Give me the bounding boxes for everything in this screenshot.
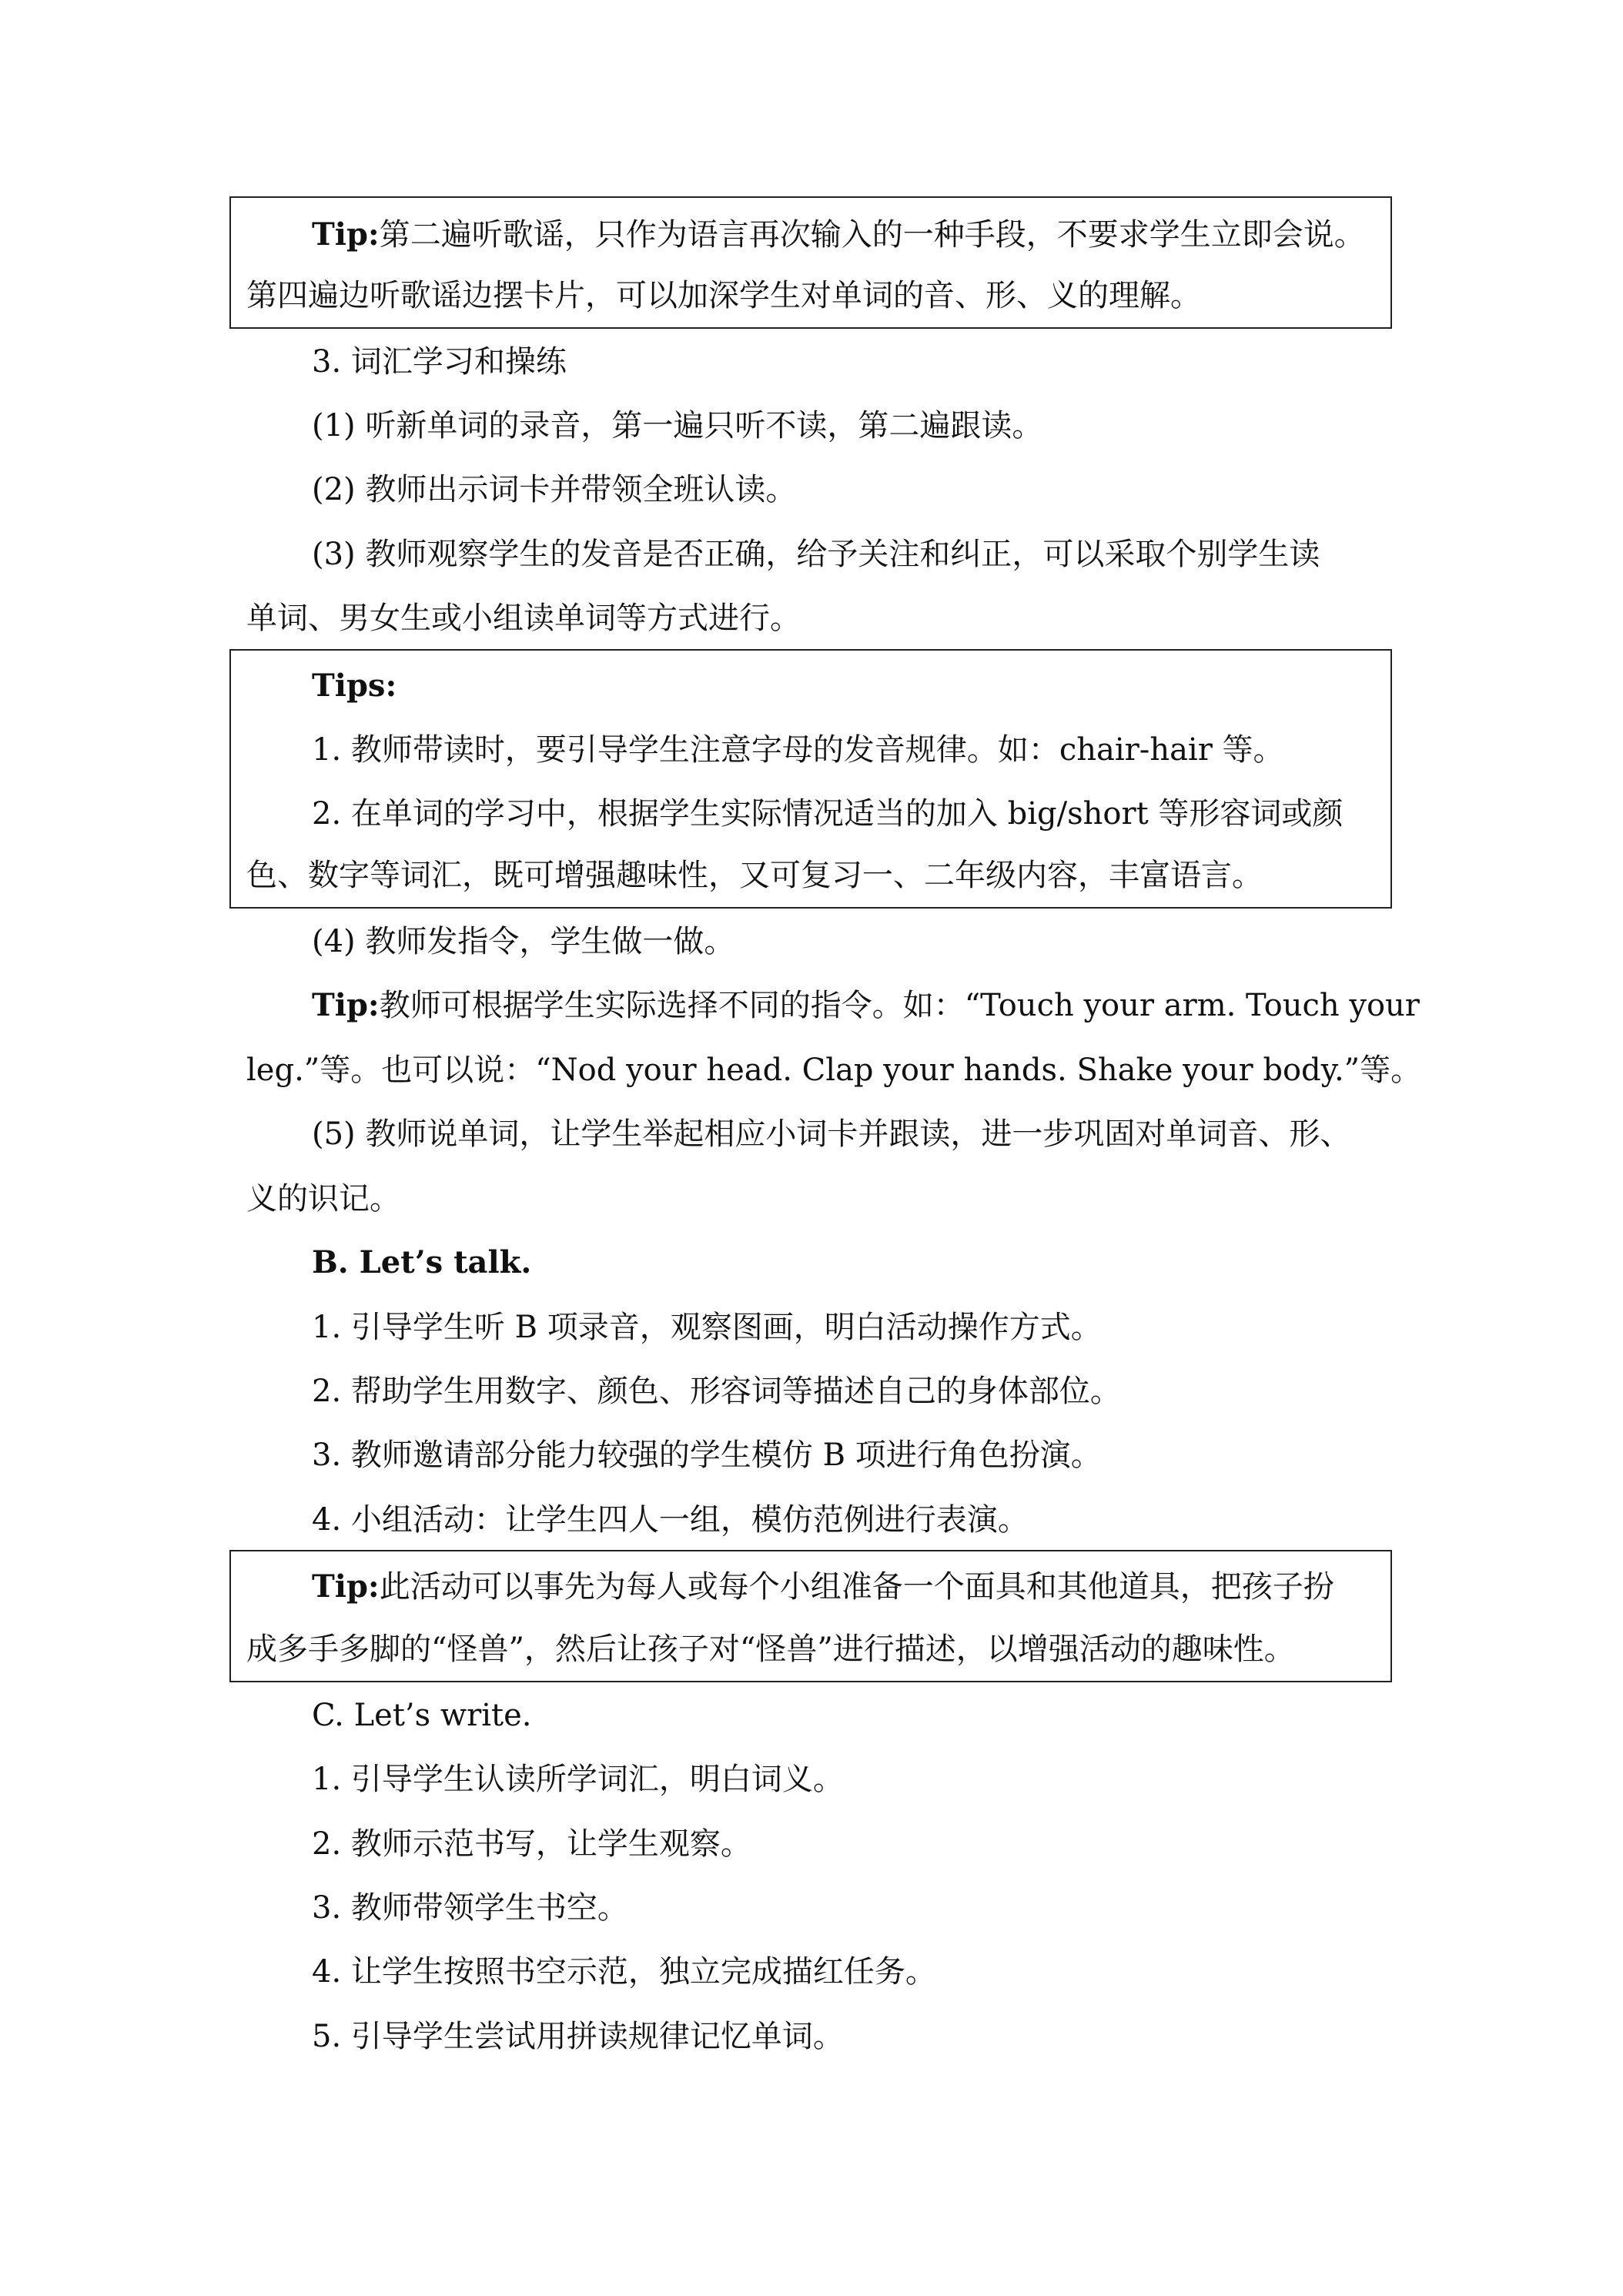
tips2-item1: 1. 教师带读时，要引导学生注意字母的发音规律。如：chair-hair 等。 (312, 732, 1284, 768)
section3-item5-line1: (5) 教师说单词，让学生举起相应小词卡并跟读，进一步巩固对单词音、形、 (312, 1116, 1351, 1152)
tip-box-3 (229, 1550, 1392, 1682)
tips-box-2 (229, 649, 1392, 909)
section3-item3-line2: 单词、男女生或小组读单词等方式进行。 (246, 601, 801, 636)
tip3-line2: 成多手多脚的“怪兽”，然后让孩子对“怪兽”进行描述，以增强活动的趣味性。 (246, 1632, 1295, 1667)
tip1-label: Tip: (312, 216, 380, 253)
sectionB-item4: 4. 小组活动：让学生四人一组，模仿范例进行表演。 (312, 1502, 1029, 1538)
sectionB-item3: 3. 教师邀请部分能力较强的学生模仿 B 项进行角色扮演。 (312, 1438, 1102, 1473)
tip1-line1 (312, 212, 1451, 258)
sectionC-heading: C. Let’s write. (312, 1698, 532, 1733)
section3-item3-line1: (3) 教师观察学生的发音是否正确，给予关注和纠正，可以采取个别学生读 (312, 537, 1320, 572)
section3-item2: (2) 教师出示词卡并带领全班认读。 (312, 472, 797, 507)
tips2-item2-line2: 色、数字等词汇，既可增强趣味性，又可复习一、二年级内容，丰富语言。 (246, 858, 1263, 893)
section3-item5-line2: 义的识记。 (246, 1181, 400, 1217)
tip1-text1: 第二遍听歌谣，只作为语言再次输入的一种手段，不要求学生立即会说。 (379, 217, 1365, 253)
tip3-text1: 此活动可以事先为每人或每个小组准备一个面具和其他道具，把孩子扮 (379, 1569, 1334, 1605)
tip1-line2: 第四遍边听歌谣边摆卡片，可以加深学生对单词的音、形、义的理解。 (246, 278, 1201, 313)
section3-item4: (4) 教师发指令，学生做一做。 (312, 924, 735, 959)
section3-tip-text1: 教师可根据学生实际选择不同的指令。如：“Touch your arm. Touch your (379, 988, 1420, 1023)
tip3-line1 (312, 1564, 1451, 1610)
sectionC-item1: 1. 引导学生认读所学词汇，明白词义。 (312, 1762, 844, 1797)
tip3-label: Tip: (312, 1568, 380, 1605)
section3-tip-label: Tip: (312, 987, 380, 1023)
section3-heading: 3. 词汇学习和操练 (312, 344, 567, 380)
section3-tip-line2: leg.”等。也可以说：“Nod your head. Clap your hands. Shake your body.”等。 (246, 1053, 1422, 1088)
sectionB-heading: B. Let’s talk. (312, 1244, 532, 1280)
sectionC-item3: 3. 教师带领学生书空。 (312, 1890, 628, 1926)
sectionC-item2: 2. 教师示范书写，让学生观察。 (312, 1826, 751, 1862)
section3-tip-line1 (312, 982, 1451, 1029)
sectionC-item4: 4. 让学生按照书空示范，独立完成描红任务。 (312, 1954, 936, 1990)
sectionB-item2: 2. 帮助学生用数字、颜色、形容词等描述自己的身体部位。 (312, 1374, 1121, 1409)
tips2-label: Tips: (312, 668, 397, 704)
tips2-item2-line1: 2. 在单词的学习中，根据学生实际情况适当的加入 big/short 等形容词或颜 (312, 796, 1344, 832)
sectionC-item5: 5. 引导学生尝试用拼读规律记忆单词。 (312, 2019, 844, 2054)
sectionB-item1: 1. 引导学生听 B 项录音，观察图画，明白活动操作方式。 (312, 1310, 1102, 1345)
tip-box-1 (229, 196, 1392, 329)
section3-item1: (1) 听新单词的录音，第一遍只听不读，第二遍跟读。 (312, 408, 1043, 443)
